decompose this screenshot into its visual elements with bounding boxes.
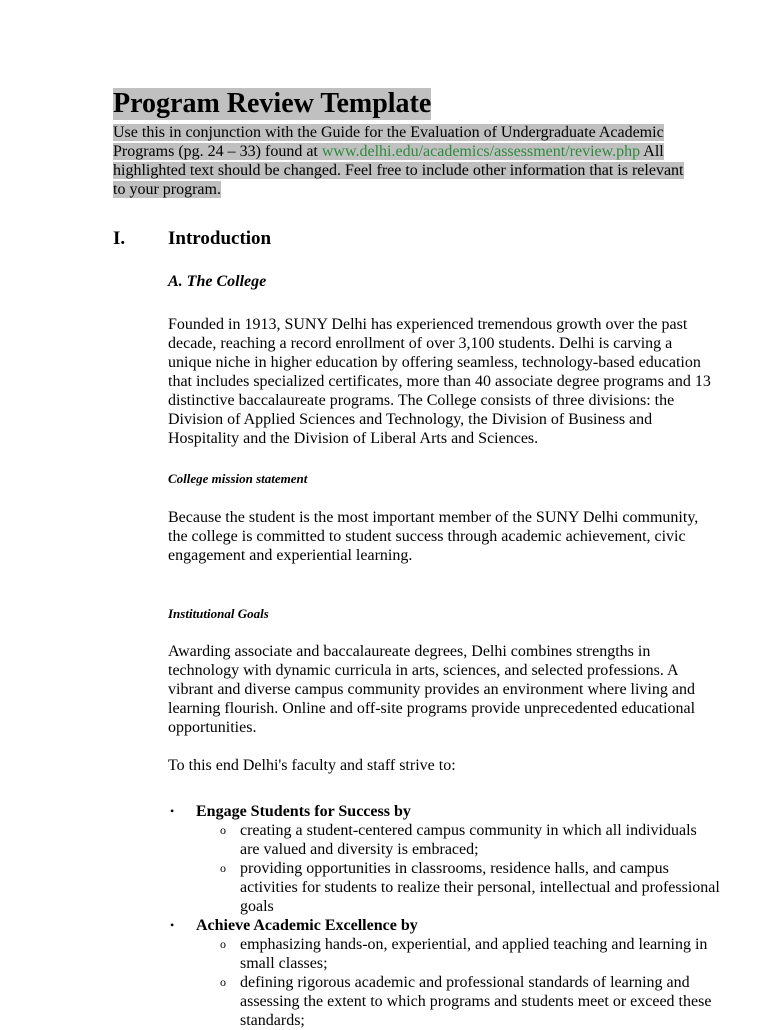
- sub-bullet-icon: o: [220, 861, 226, 875]
- bullet-icon: •: [170, 804, 175, 818]
- college-line: Founded in 1913, SUNY Delhi has experienced tremendous growth over the past: [168, 316, 688, 333]
- college-heading: A. The College: [168, 273, 267, 290]
- sub-bullet-icon: o: [220, 975, 226, 989]
- bullet-icon: •: [170, 918, 175, 932]
- mission-line: engagement and experiential learning.: [168, 547, 413, 564]
- goals-line: vibrant and diverse campus community provides an environment where living and: [168, 681, 695, 698]
- sub-bullet-icon: o: [220, 823, 226, 837]
- intro-text: All: [640, 143, 664, 160]
- college-line: that includes specialized certificates, more than 40 associate degree programs and 13: [168, 373, 711, 390]
- college-line: unique niche in higher education by offering seamless, technology-based education: [168, 354, 701, 371]
- mission-heading: College mission statement: [168, 471, 308, 486]
- bullet-label: Engage Students for Success by: [196, 803, 411, 820]
- college-line: Division of Applied Sciences and Technology, the Division of Business and: [168, 411, 653, 428]
- sub-bullet-line: are valued and diversity is embraced;: [240, 841, 479, 858]
- sub-bullet-line: small classes;: [240, 955, 328, 972]
- bullet-label: Achieve Academic Excellence by: [196, 917, 418, 934]
- sub-bullet-line: defining rigorous academic and professional standards of learning and: [240, 974, 690, 991]
- sub-bullet-line: goals: [240, 898, 274, 915]
- strive-text: To this end Delhi's faculty and staff strive to:: [168, 757, 456, 774]
- sub-bullet-line: activities for students to realize their personal, intellectual and professional: [240, 879, 720, 896]
- intro-line: [113, 161, 684, 180]
- sub-bullet-line: creating a student-centered campus community in which all individuals: [240, 822, 697, 839]
- intro-text: Programs (pg. 24 – 33) found at: [113, 143, 322, 160]
- goals-line: technology with dynamic curricula in arts, sciences, and selected professions. A: [168, 662, 679, 679]
- goals-line: opportunities.: [168, 719, 257, 736]
- section-number: I.: [113, 228, 126, 249]
- sub-bullet-line: emphasizing hands-on, experiential, and applied teaching and learning in: [240, 936, 708, 953]
- sub-bullet-line: assessing the extent to which programs and students meet or exceed these: [240, 993, 712, 1010]
- college-line: decade, reaching a record enrollment of over 3,100 students. Delhi is carving a: [168, 335, 673, 352]
- mission-line: the college is committed to student success through academic achievement, civic: [168, 528, 686, 545]
- intro-text: highlighted text should be changed. Feel free to include other information that is relevant: [113, 162, 684, 179]
- sub-bullet-line: standards;: [240, 1012, 305, 1029]
- intro-text: to your program.: [113, 181, 221, 198]
- page-title: Program Review Template: [113, 88, 432, 119]
- intro-text: Use this in conjunction with the Guide for the Evaluation of Undergraduate Academic: [113, 124, 664, 141]
- goals-line: Awarding associate and baccalaureate degrees, Delhi combines strengths in: [168, 643, 651, 660]
- intro-line: [113, 142, 664, 161]
- college-line: Hospitality and the Division of Liberal Arts and Sciences.: [168, 430, 539, 447]
- review-link[interactable]: www.delhi.edu/academics/assessment/review.php: [321, 143, 641, 160]
- sub-bullet-icon: o: [220, 937, 226, 951]
- college-line: distinctive baccalaureate programs. The College consists of three divisions: the: [168, 392, 675, 409]
- sub-bullet-line: providing opportunities in classrooms, residence halls, and campus: [240, 860, 669, 877]
- goals-line: learning flourish. Online and off-site programs provide unprecedented educational: [168, 700, 696, 717]
- intro-line: [113, 123, 664, 142]
- mission-line: Because the student is the most important member of the SUNY Delhi community,: [168, 509, 699, 526]
- section-title: Introduction: [168, 228, 272, 249]
- goals-heading: Institutional Goals: [168, 606, 269, 621]
- intro-line: [113, 180, 221, 199]
